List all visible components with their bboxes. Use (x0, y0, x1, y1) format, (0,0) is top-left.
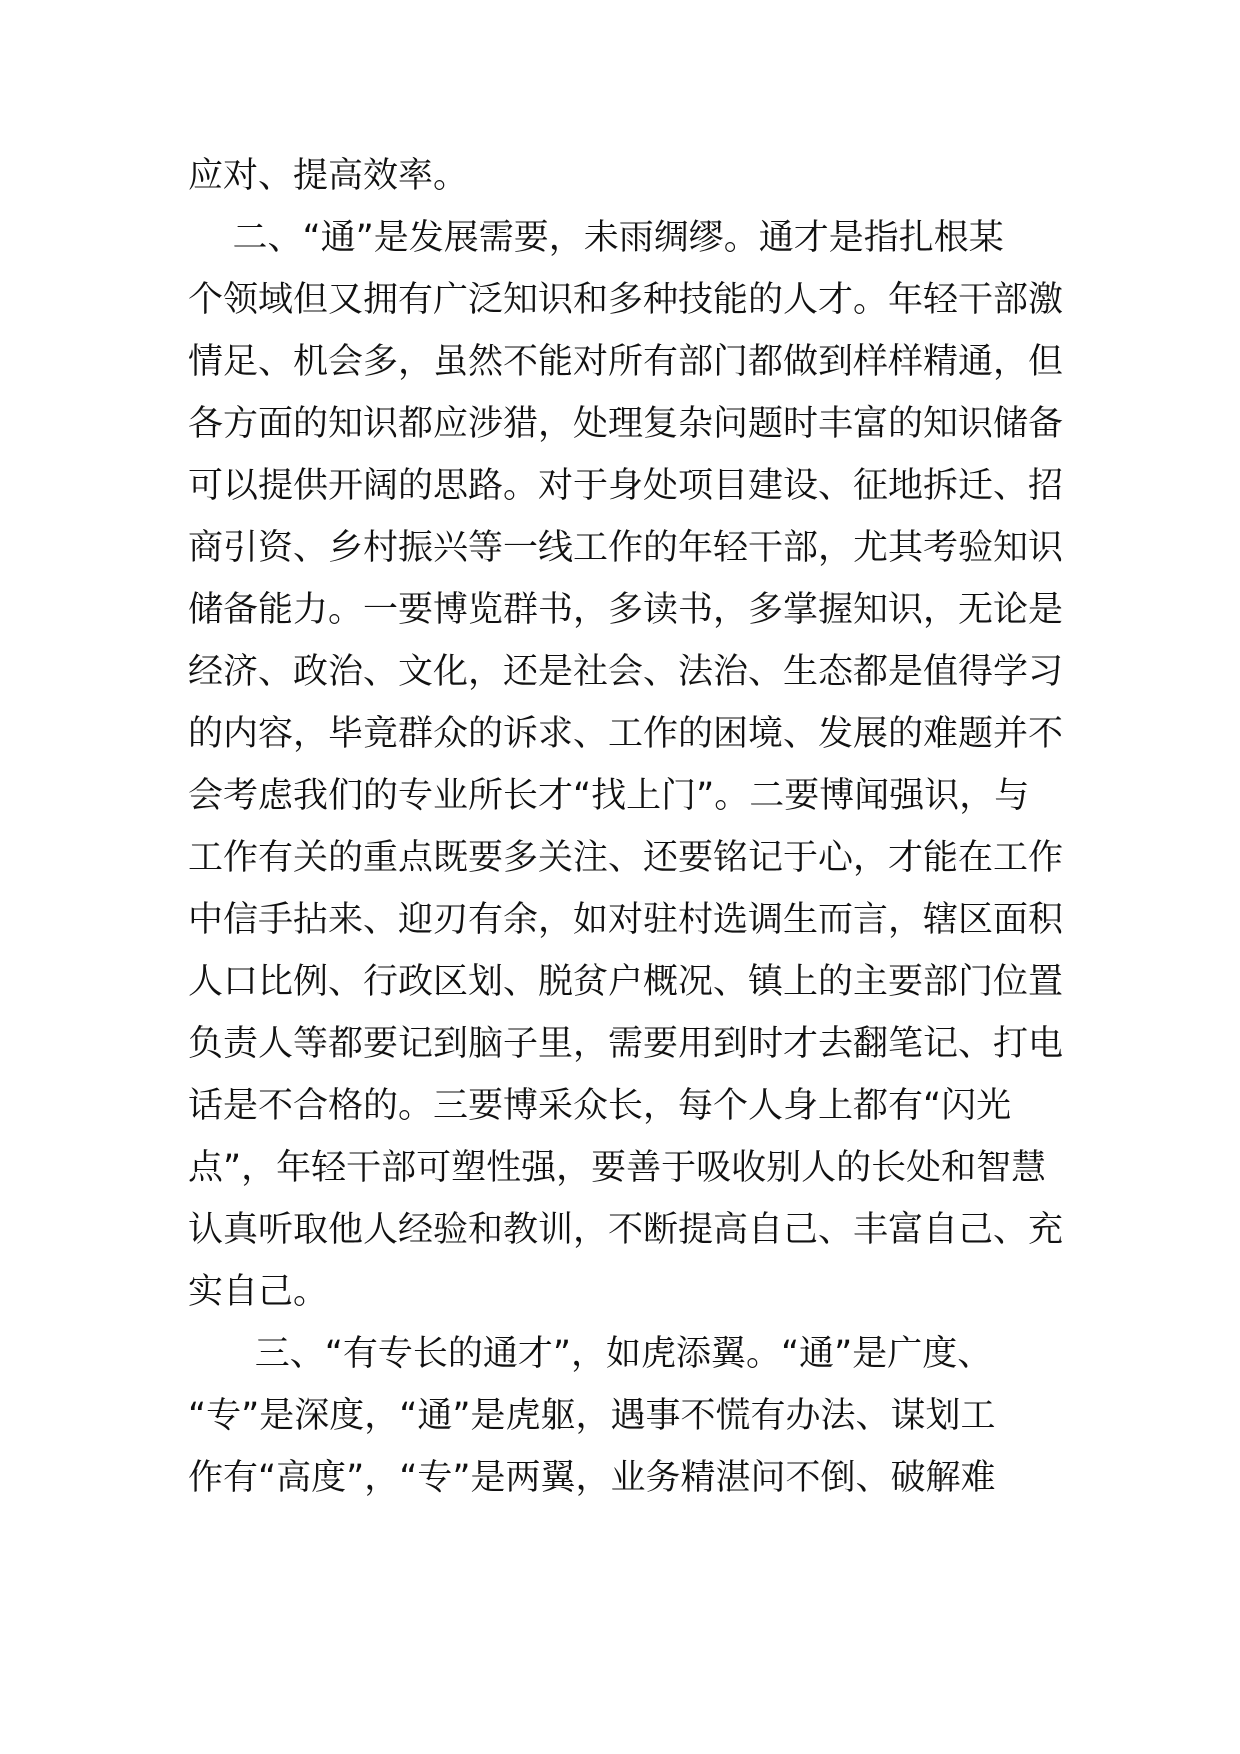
text-line: 应对、提高效率。 (188, 156, 469, 196)
text-line: 人口比例、行政区划、脱贫户概况、镇上的主要部门位置 (188, 962, 1064, 1002)
text-line: 储备能力。一要博览群书，多读书，多掌握知识，无论是 (188, 590, 1064, 630)
text-line: 工作有关的重点既要多关注、还要铭记于心，才能在工作 (188, 838, 1064, 878)
text-line: 经济、政治、文化，还是社会、法治、生态都是值得学习 (188, 652, 1064, 692)
text-line: 会考虑我们的专业所长才“找上门”。二要博闻强识，与 (188, 776, 1030, 816)
text-line: 三、“有专长的通才”，如虎添翼。“通”是广度、 (188, 1334, 993, 1374)
text-line: 话是不合格的。三要博采众长，每个人身上都有“闪光 (188, 1086, 1012, 1126)
text-line: 点”，年轻干部可塑性强，要善于吸收别人的长处和智慧 (188, 1148, 1047, 1188)
text-line: 各方面的知识都应涉猎，处理复杂问题时丰富的知识储备 (188, 404, 1064, 444)
text-line: 个领域但又拥有广泛知识和多种技能的人才。年轻干部激 (188, 280, 1064, 320)
text-line: 实自己。 (188, 1272, 329, 1312)
text-line: 商引资、乡村振兴等一线工作的年轻干部，尤其考验知识 (188, 528, 1064, 568)
text-line: 负责人等都要记到脑子里，需要用到时才去翻笔记、打电 (188, 1024, 1064, 1064)
text-line: 二、“通”是发展需要，未雨绸缪。通才是指扎根某 (188, 218, 1004, 258)
text-line: 作有“高度”，“专”是两翼，业务精湛问不倒、破解难 (188, 1458, 996, 1498)
text-line: 中信手拈来、迎刃有余，如对驻村选调生而言，辖区面积 (188, 900, 1064, 940)
text-line: 的内容，毕竟群众的诉求、工作的困境、发展的难题并不 (188, 714, 1064, 754)
text-line: 可以提供开阔的思路。对于身处项目建设、征地拆迁、招 (188, 466, 1064, 506)
text-line: “专”是深度，“通”是虎躯，遇事不慌有办法、谋划工 (188, 1396, 996, 1436)
text-line: 情足、机会多，虽然不能对所有部门都做到样样精通，但 (188, 342, 1064, 382)
text-line: 认真听取他人经验和教训，不断提高自己、丰富自己、充 (188, 1210, 1064, 1250)
